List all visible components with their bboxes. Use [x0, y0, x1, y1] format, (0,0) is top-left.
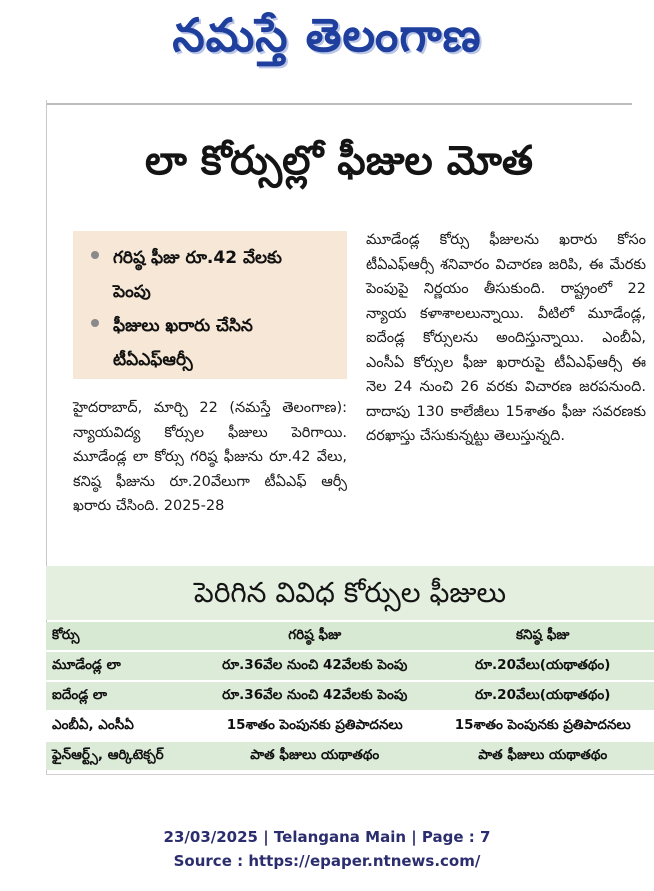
clipping-bottom-border	[46, 774, 654, 775]
table-cell: ఐదేండ్ల లా	[46, 681, 198, 711]
highlight-text: ఫీజులు ఖరారు చేసిన టీఏఎఫ్‌ఆర్సీ	[113, 316, 253, 370]
highlight-item	[91, 309, 313, 377]
table-header-row	[46, 622, 654, 651]
column-header: గరిష్ఠ ఫీజు	[198, 622, 431, 651]
column-header: కోర్సు	[46, 622, 198, 651]
table-row	[46, 741, 654, 770]
masthead-logo: నమస్తే తెలంగాణ	[172, 8, 482, 62]
table-cell: రూ.20వేలు(యథాతథం)	[431, 681, 654, 711]
table-cell: ఎంబీఏ, ఎంసీఏ	[46, 711, 198, 741]
highlight-item	[91, 241, 313, 309]
article-body-left: హైదరాబాద్, మార్చి 22 (నమస్తే తెలంగాణ): న్యాయవిద్య కోర్సుల ఫీజులు పెరిగాయి. మూడేండ్ల లా కోర్సు గరిష్ఠ ఫీజును రూ.42 వేలు, కనిష్ఠ ఫీజును రూ.20వేలుగా టీఏఎఫ్ ఆర్సీ ఖరారు చేసింది. 2025-28	[73, 400, 347, 514]
table-cell: మూడేండ్ల లా	[46, 651, 198, 681]
table-row	[46, 651, 654, 681]
bullet-icon	[91, 319, 99, 327]
highlight-text: గరిష్ఠ ఫీజు రూ.42 వేలకు పెంపు	[113, 248, 282, 302]
column-header: కనిష్ఠ ఫీజు	[431, 622, 654, 651]
table-cell: పాత ఫీజులు యథాతథం	[250, 746, 380, 763]
table-row	[46, 711, 654, 741]
table-cell: ఫైన్‌ఆర్ట్స్, ఆర్కిటెక్చర్	[52, 746, 164, 763]
footer-source: Source : https://epaper.ntnews.com/	[173, 852, 481, 870]
article-body-right: మూడేండ్ల కోర్సు ఫీజులను ఖరారు కోసం టీఏఎఫ్‌ఆర్సీ శనివారం విచారణ జరిపి, ఈ మేరకు పెంపుపై నిర్ణయం తీసుకుంది. రాష్ట్రంలో 22 న్యాయ కళాశాలలున్నాయి. వీటిలో మూడేండ్ల, ఐదేండ్ల కోర్సులను అందిస్తున్నాయి. ఎంబీఏ, ఎంసీఏ కోర్సుల ఫీజు ఖరారుపై టీఏఎఫ్‌ఆర్సీ ఈ నెల 24 నుంచి 26 వరకు విచారణ జరపనుంది. దాదాపు 130 కాలేజీలు 15శాతం ఫీజు సవరణకు దరఖాస్తు చేసుకున్నట్టు తెలుస్తున్నది.	[366, 232, 646, 444]
table-cell: రూ.20వేలు(యథాతథం)	[431, 651, 654, 681]
table-cell: పాత ఫీజులు యథాతథం	[478, 746, 608, 763]
footer-date-page: 23/03/2025 | Telangana Main | Page : 7	[163, 828, 491, 846]
table-cell: రూ.36వేల నుంచి 42వేలకు పెంపు	[198, 651, 431, 681]
table-cell: 15శాతం పెంపునకు ప్రతిపాదనలు	[431, 711, 654, 741]
table-row	[46, 681, 654, 711]
table-cell: 15శాతం పెంపునకు ప్రతిపాదనలు	[198, 711, 431, 741]
table-title: పెరిగిన వివిధ కోర్సుల ఫీజులు	[46, 566, 654, 620]
article-headline: లా కోర్సుల్లో ఫీజుల మోత	[145, 138, 533, 184]
fees-table	[46, 622, 654, 770]
header-divider	[46, 103, 632, 105]
table-cell: రూ.36వేల నుంచి 42వేలకు పెంపు	[198, 681, 431, 711]
highlights-box	[73, 231, 347, 379]
bullet-icon	[91, 251, 99, 259]
